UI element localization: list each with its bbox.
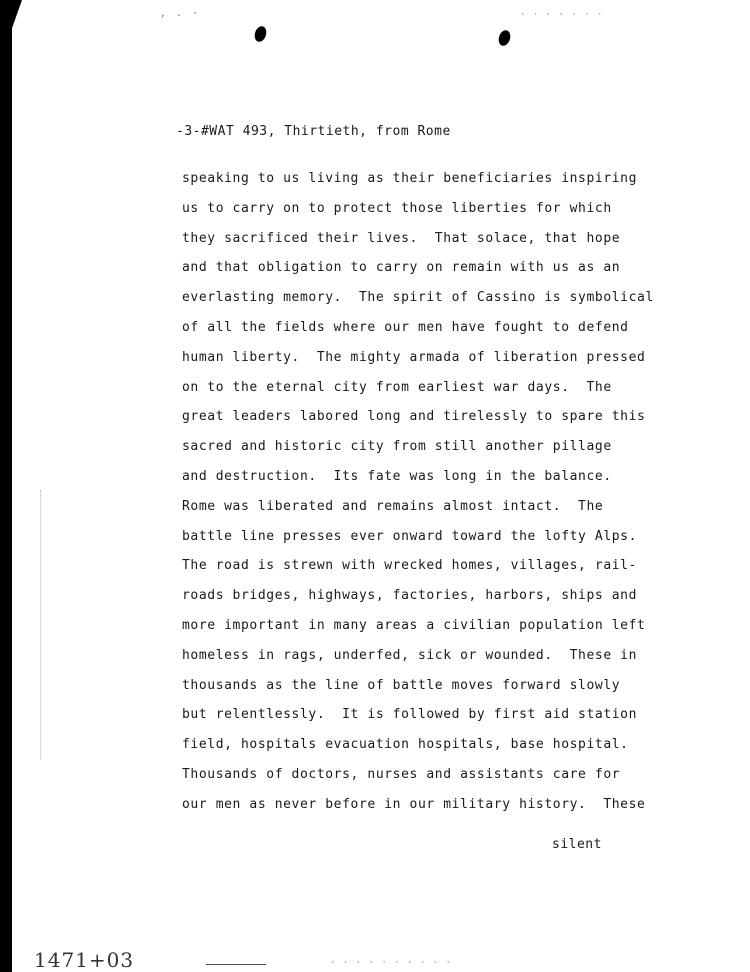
body-line: they sacrificed their lives. That solace, that hope: [182, 230, 621, 246]
top-scan-marks: , . ·: [160, 8, 201, 19]
body-line: sacred and historic city from still another pillage: [182, 439, 612, 455]
page-header: -3-#WAT 493, Thirtieth, from Rome: [176, 124, 451, 139]
body-line: homeless in rags, underfed, sick or wounded. These in: [182, 647, 638, 663]
body-line: thousands as the line of battle moves forward slowly: [182, 677, 621, 693]
bottom-scan-marks: · · · · · · · · · ·: [330, 958, 452, 968]
body-line: our men as never before in our military history. These: [182, 796, 646, 812]
body-line: of all the fields where our men have fought to defend: [182, 319, 629, 335]
body-line: The road is strewn with wrecked homes, villages, rail-: [182, 558, 638, 574]
punch-hole-right: [497, 29, 512, 48]
body-line: human liberty. The mighty armada of liberation pressed: [182, 349, 646, 365]
body-line: great leaders labored long and tirelessly to spare this: [182, 409, 646, 425]
body-line: more important in many areas a civilian population left: [182, 617, 646, 633]
margin-dots: [40, 490, 43, 760]
body-line: Rome was liberated and remains almost intact. The: [182, 498, 604, 514]
body-line: speaking to us living as their beneficiaries inspiring: [182, 171, 638, 186]
body-text: [182, 164, 692, 820]
scan-corner: [0, 0, 22, 62]
body-line: us to carry on to protect those liberties for which: [182, 200, 612, 216]
body-line: Thousands of doctors, nurses and assistants care for: [182, 766, 621, 782]
body-line: everlasting memory. The spirit of Cassino is symbolical: [182, 290, 654, 306]
body-line: on to the eternal city from earliest war days. The: [182, 379, 612, 395]
body-line: but relentlessly. It is followed by first aid station: [182, 707, 638, 723]
bottom-rule: [206, 964, 266, 965]
body-line: roads bridges, highways, factories, harbors, ships and: [182, 588, 638, 604]
punch-hole-left: [253, 25, 268, 44]
margin-handwritten-note: 1471+03: [34, 948, 135, 972]
body-line: and destruction. Its fate was long in the balance.: [182, 468, 612, 484]
body-line: and that obligation to carry on remain with us as an: [182, 260, 621, 276]
top-right-scan-marks: · · · · · · ·: [520, 10, 604, 20]
body-line: field, hospitals evacuation hospitals, base hospital.: [182, 737, 629, 753]
catchword: silent: [552, 837, 602, 852]
body-line: battle line presses ever onward toward the lofty Alps.: [182, 528, 638, 544]
scan-edge: [0, 0, 12, 972]
